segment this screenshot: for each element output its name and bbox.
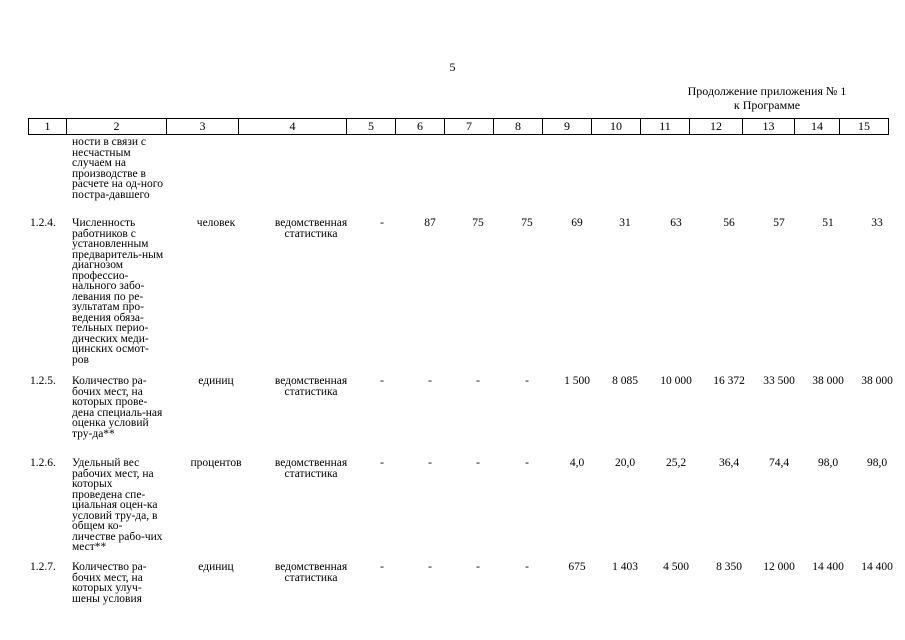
indicator-code: 1.2.6.	[30, 457, 56, 469]
value-col-7: -	[476, 375, 480, 387]
value-col-15: 98,0	[866, 457, 888, 469]
indicator-name: Удельный вес рабочих мест, на которых проведена спе-циальная оцен-ка условий тру-да, в общем ко-личестве рабо-чих мест**	[72, 457, 163, 553]
header-col-1: 1	[29, 119, 67, 135]
indicator-unit: единиц	[198, 561, 234, 573]
column-number-header	[28, 118, 889, 135]
value-col-10: 1 403	[612, 561, 638, 573]
value-col-9: 675	[568, 561, 586, 573]
value-col-15: 33	[871, 217, 883, 229]
appendix-line-2: к Программе	[733, 98, 801, 112]
value-col-9: 4,0	[569, 457, 585, 469]
header-col-9: 9	[543, 119, 592, 135]
value-col-13: 33 500	[763, 375, 795, 387]
value-col-5: -	[380, 561, 384, 573]
value-col-12: 36,4	[718, 457, 740, 469]
value-col-8: -	[525, 375, 529, 387]
value-col-14: 14 400	[812, 561, 844, 573]
header-col-15: 15	[840, 119, 889, 135]
value-col-9: 1 500	[564, 375, 590, 387]
indicator-code: 1.2.4.	[30, 217, 56, 229]
indicator-name: Количество ра-бочих мест, на которых улуч-шены условия	[72, 561, 147, 605]
header-col-10: 10	[592, 119, 641, 135]
indicator-source: ведомственная статистика	[274, 561, 348, 584]
value-col-7: -	[476, 561, 480, 573]
value-col-12: 8 350	[716, 561, 742, 573]
value-col-6: -	[428, 457, 432, 469]
indicator-code: 1.2.5.	[30, 375, 56, 387]
value-col-10: 8 085	[612, 375, 638, 387]
header-col-12: 12	[690, 119, 743, 135]
value-col-8: 75	[521, 217, 533, 229]
header-col-6: 6	[396, 119, 445, 135]
value-col-13: 12 000	[763, 561, 795, 573]
header-col-14: 14	[795, 119, 840, 135]
value-col-14: 51	[822, 217, 834, 229]
value-col-6: 87	[424, 217, 436, 229]
value-col-6: -	[428, 375, 432, 387]
header-col-4: 4	[239, 119, 347, 135]
header-col-3: 3	[167, 119, 239, 135]
page-number: 5	[449, 60, 456, 74]
value-col-8: -	[525, 457, 529, 469]
indicator-source: ведомственная статистика	[274, 375, 348, 398]
value-col-5: -	[380, 375, 384, 387]
value-col-12: 16 372	[713, 375, 745, 387]
value-col-11: 63	[670, 217, 682, 229]
value-col-6: -	[428, 561, 432, 573]
indicator-code: 1.2.7.	[30, 561, 56, 573]
indicator-name: ности в связи с несчастным случаем на производстве в расчете на од-ного постра-давшего	[72, 136, 163, 201]
header-col-7: 7	[445, 119, 494, 135]
value-col-10: 31	[619, 217, 631, 229]
appendix-line-1: Продолжение приложения № 1	[687, 84, 847, 98]
header-col-5: 5	[347, 119, 396, 135]
value-col-7: 75	[472, 217, 484, 229]
value-col-12: 56	[723, 217, 735, 229]
indicator-source: ведомственная статистика	[274, 217, 348, 240]
value-col-14: 38 000	[812, 375, 844, 387]
indicator-name: Количество ра-бочих мест, на которых прове-дена специаль-ная оценка условий тру-да**	[72, 375, 163, 440]
indicator-source: ведомственная статистика	[274, 457, 348, 480]
value-col-11: 10 000	[660, 375, 692, 387]
value-col-9: 69	[571, 217, 583, 229]
header-col-11: 11	[641, 119, 690, 135]
indicator-name: Численность работников с установленным предваритель-ным диагнозом профессио-нального забо-левания по ре-зультатам про-ведения обяза-тельных перио-дических меди-цинских осмот-ров	[72, 217, 164, 366]
value-col-13: 74,4	[768, 457, 790, 469]
value-col-13: 57	[773, 217, 785, 229]
value-col-8: -	[525, 561, 529, 573]
indicator-unit: человек	[196, 217, 236, 229]
appendix-caption	[667, 84, 867, 112]
value-col-11: 25,2	[665, 457, 687, 469]
header-col-8: 8	[494, 119, 543, 135]
value-col-10: 20,0	[614, 457, 636, 469]
value-col-14: 98,0	[817, 457, 839, 469]
value-col-15: 14 400	[861, 561, 893, 573]
value-col-15: 38 000	[861, 375, 893, 387]
value-col-5: -	[380, 217, 384, 229]
value-col-7: -	[476, 457, 480, 469]
value-col-5: -	[380, 457, 384, 469]
indicator-unit: единиц	[198, 375, 234, 387]
header-col-13: 13	[743, 119, 795, 135]
indicator-unit: процентов	[190, 457, 242, 469]
header-col-2: 2	[67, 119, 167, 135]
value-col-11: 4 500	[663, 561, 689, 573]
